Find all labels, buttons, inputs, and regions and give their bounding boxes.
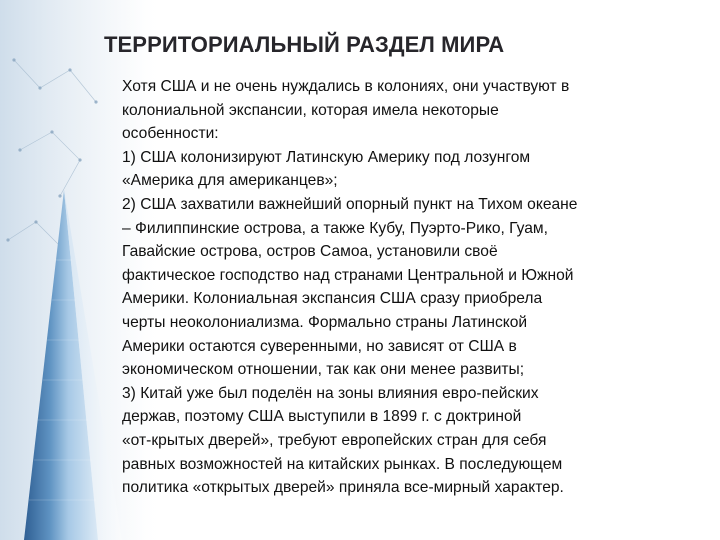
text-line: колониальной экспансии, которая имела некоторые	[122, 101, 499, 119]
text-line: равных возможностей на китайских рынках. В последующем	[122, 455, 563, 473]
text-line: «Америка для американцев»;	[122, 172, 338, 190]
text-line: 1) США колонизируют Латинскую Америку под лозунгом	[122, 148, 531, 166]
slide-body	[122, 75, 712, 500]
text-line: Гавайские острова, остров Самоа, установили своё	[122, 243, 498, 261]
paragraph-point-2	[122, 193, 712, 382]
text-line: Америки. Колониальная экспансия США сразу приобрела	[122, 290, 543, 308]
text-line: Хотя США и не очень нуждались в колониях, они участвуют в	[122, 78, 570, 95]
paragraph-point-1	[122, 146, 712, 193]
paragraph-point-3	[122, 382, 712, 500]
text-line: держав, поэтому США выступили в 1899 г. с доктриной	[122, 408, 522, 426]
text-line: политика «открытых дверей» приняла все-мирный характер.	[122, 479, 564, 497]
text-line: экономическом отношении, так как они менее развиты;	[122, 361, 525, 379]
text-line: 2) США захватили важнейший опорный пункт на Тихом океане	[122, 195, 578, 213]
text-line: Америки остаются суверенными, но зависят от США в	[122, 337, 517, 355]
text-line: фактическое господство над странами Центральной и Южной	[122, 266, 574, 284]
paragraph-intro	[122, 75, 712, 146]
text-line: особенности:	[122, 125, 219, 143]
text-line: 3) Китай уже был поделён на зоны влияния евро-пейских	[122, 384, 539, 402]
slide-title: ТЕРРИТОРИАЛЬНЫЙ РАЗДЕЛ МИРА	[104, 32, 505, 57]
text-line: черты неоколониализма. Формально страны Латинской	[122, 313, 528, 331]
text-line: – Филиппинские острова, а также Кубу, Пуэрто-Рико, Гуам,	[122, 219, 548, 237]
text-line: «от-крытых дверей», требуют европейских стран для себя	[122, 431, 547, 449]
